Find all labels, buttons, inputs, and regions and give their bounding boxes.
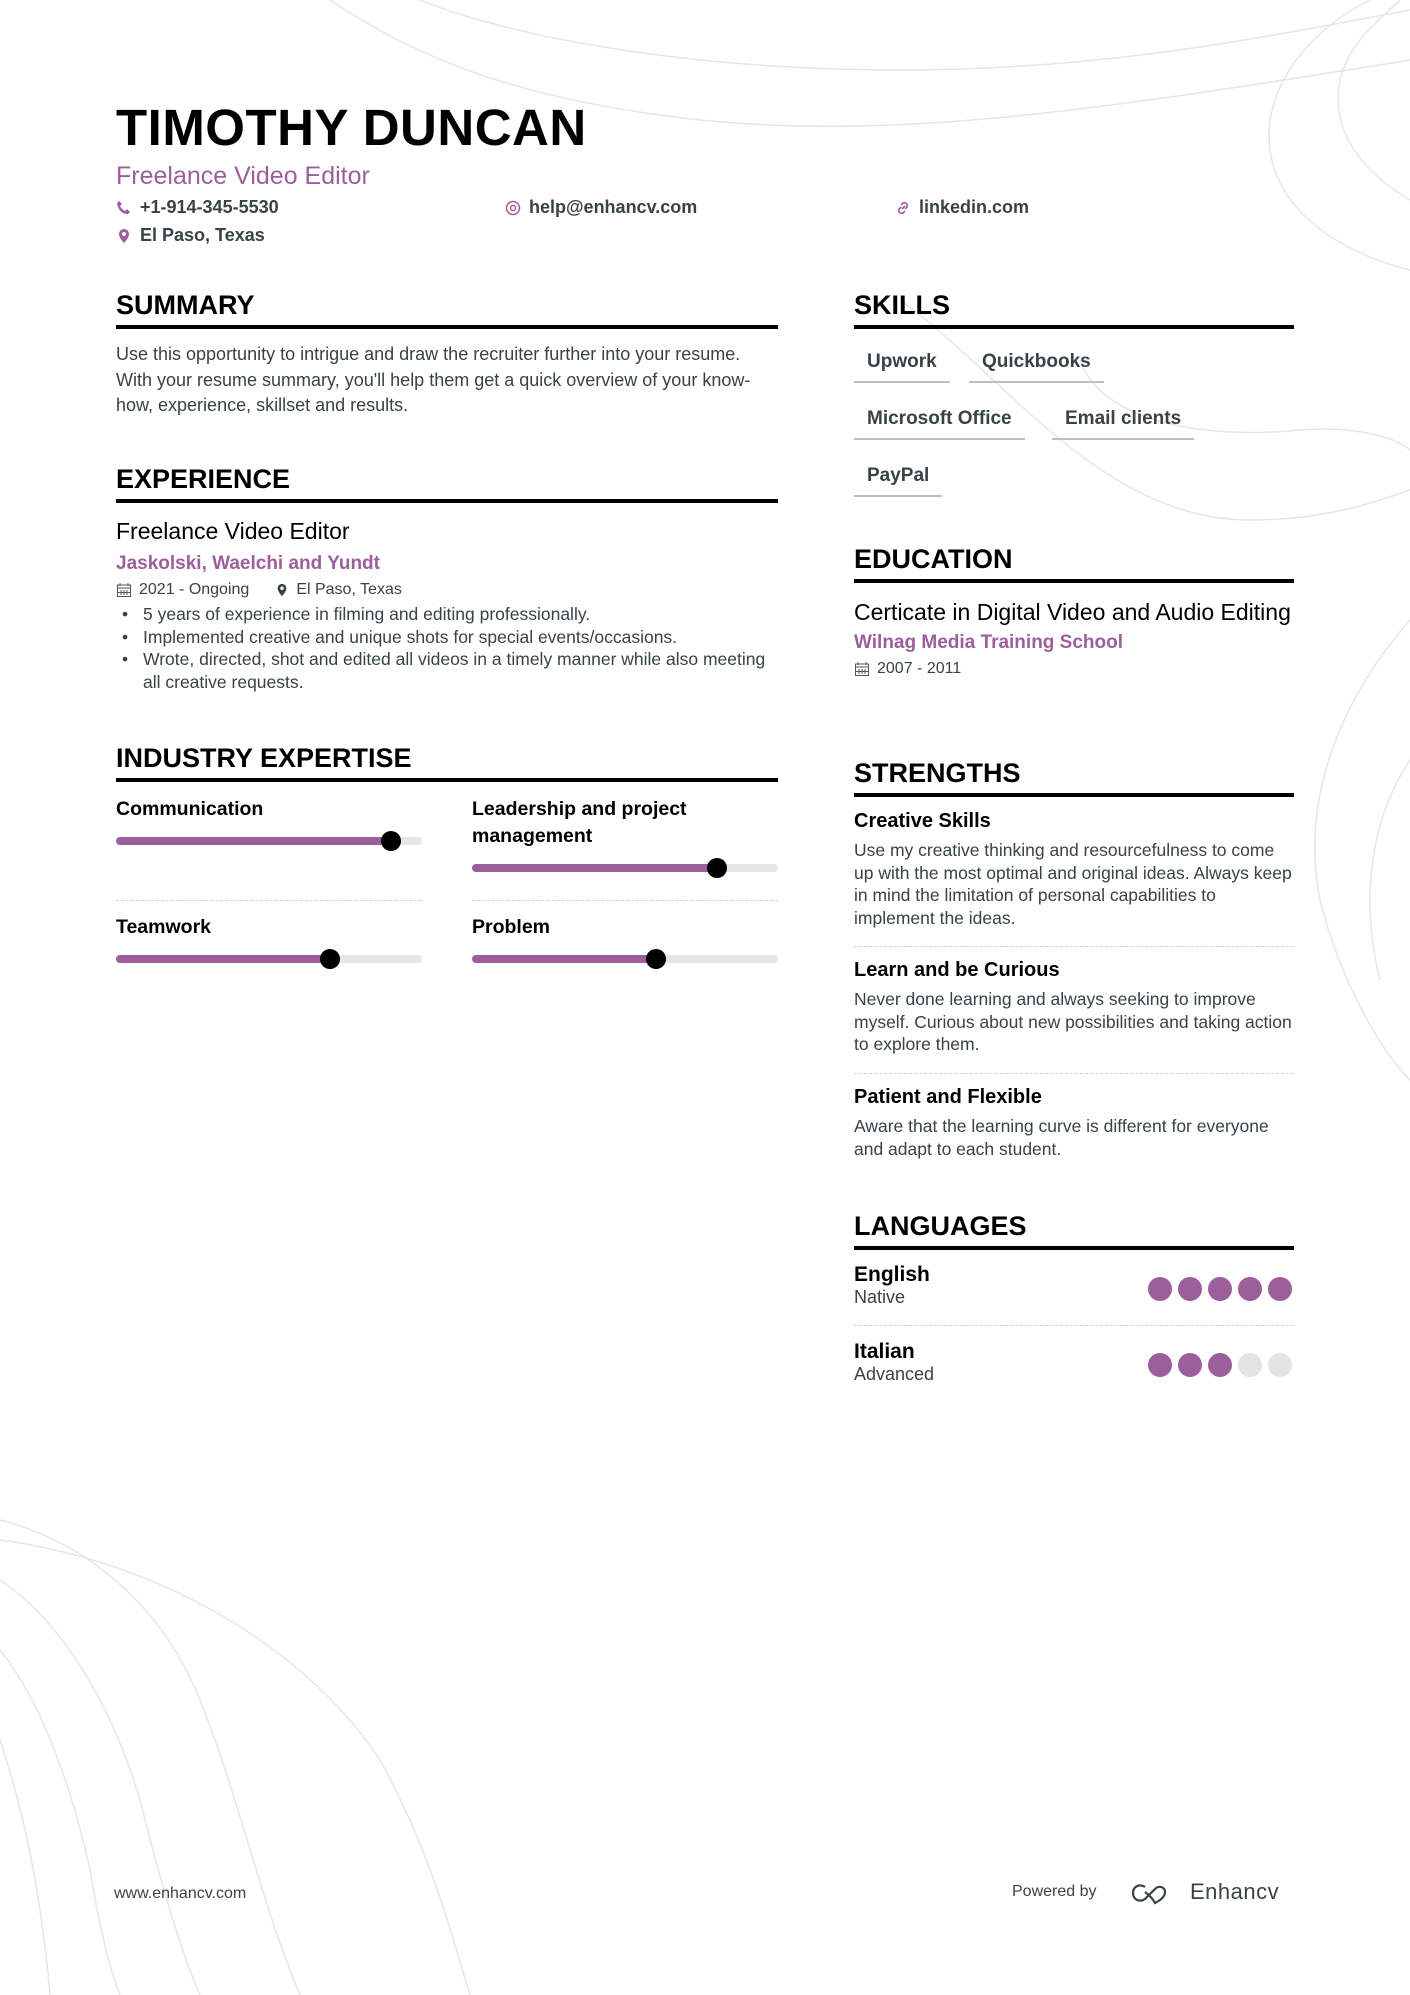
languages-heading: LANGUAGES (854, 1211, 1294, 1250)
candidate-title: Freelance Video Editor (116, 162, 370, 190)
language-level: Native (854, 1287, 906, 1307)
location-pin-icon (275, 582, 289, 598)
phone-text: +1-914-345-5530 (140, 197, 279, 217)
skill-tag: Email clients (1052, 408, 1194, 440)
bullet: • Wrote, directed, shot and edited all videos in a timely manner while also meeting all creative requests. (116, 648, 778, 693)
rating-dot-filled (1178, 1277, 1202, 1301)
location (116, 225, 265, 246)
experience-heading: EXPERIENCE (116, 464, 778, 503)
expertise-label: Problem (472, 916, 551, 938)
language-item (854, 1340, 1294, 1385)
strength-desc: Use my creative thinking and resourcefulness to come up with the most optimal and original ideas. Always keep in mind the limitation of personal capabilities to implement the ideas. (854, 840, 1292, 928)
job-location: El Paso, Texas (296, 581, 402, 598)
strength-item (854, 1086, 1294, 1160)
skill-tag: Microsoft Office (854, 408, 1025, 440)
skills-heading: SKILLS (854, 290, 1294, 329)
calendar-icon (854, 661, 870, 677)
divider (854, 1325, 1294, 1326)
rating-dot-filled (1178, 1353, 1202, 1377)
footer-website[interactable]: www.enhancv.com (114, 1885, 247, 1902)
strength-title: Learn and be Curious (854, 959, 1060, 981)
strength-desc: Aware that the learning curve is different for everyone and adapt to each student. (854, 1116, 1269, 1159)
strengths-heading: STRENGTHS (854, 758, 1294, 797)
language-name: Italian (854, 1340, 915, 1363)
job-dates: 2021 - Ongoing (139, 581, 250, 598)
email-text: help@enhancv.com (529, 197, 698, 217)
strength-item (854, 810, 1294, 929)
education-item (854, 598, 1294, 678)
enhancv-logo-icon (1131, 1881, 1179, 1905)
strength-item (854, 959, 1294, 1056)
rating-dot-filled (1238, 1277, 1262, 1301)
at-icon (505, 200, 521, 216)
summary-text: Use this opportunity to intrigue and draw the recruiter further into your resume. With your resume summary, you'll help them get a quick overview of your know-how, experience, skillset and results. (116, 344, 751, 415)
education-heading: EDUCATION (854, 544, 1294, 583)
skill-tag: PayPal (854, 465, 942, 497)
rating-dot-filled (1268, 1277, 1292, 1301)
divider (116, 900, 422, 901)
expertise-heading: INDUSTRY EXPERTISE (116, 743, 778, 782)
job-bullets (116, 603, 778, 693)
expertise-label: Communication (116, 798, 264, 820)
school: Wilnag Media Training School (854, 632, 1124, 653)
calendar-icon (116, 582, 132, 598)
skill-tag: Quickbooks (969, 351, 1104, 383)
expertise-bar (472, 864, 778, 872)
strength-title: Creative Skills (854, 810, 991, 832)
expertise-label: Teamwork (116, 916, 212, 938)
strength-title: Patient and Flexible (854, 1086, 1042, 1108)
summary-heading: SUMMARY (116, 290, 778, 329)
link-text: linkedin.com (919, 197, 1030, 217)
expertise-bar (116, 955, 422, 963)
expertise-item (116, 914, 422, 963)
footer-powered-by: Powered by (1012, 1883, 1097, 1900)
expertise-label: Leadership and project management (472, 798, 687, 847)
divider (854, 946, 1294, 947)
candidate-name: TIMOTHY DUNCAN (116, 99, 587, 156)
link-icon (895, 200, 911, 216)
bar-knob (707, 858, 727, 878)
divider (472, 900, 778, 901)
phone (116, 197, 279, 218)
rating-dot-filled (1148, 1277, 1172, 1301)
rating-dot-filled (1208, 1277, 1232, 1301)
degree: Certicate in Digital Video and Audio Editing (854, 599, 1291, 625)
footer-brand: Enhancv (1190, 1879, 1280, 1904)
rating-dot-filled (1148, 1353, 1172, 1377)
divider (854, 1073, 1294, 1074)
bar-knob (646, 949, 666, 969)
rating-dot-empty (1238, 1353, 1262, 1377)
expertise-item (116, 796, 422, 845)
expertise-item (472, 914, 778, 963)
job-title: Freelance Video Editor (116, 518, 350, 544)
rating-dot-filled (1208, 1353, 1232, 1377)
language-name: English (854, 1263, 930, 1286)
skill-tag: Upwork (854, 351, 950, 383)
language-rating (1148, 1277, 1292, 1301)
experience-item (116, 518, 778, 693)
expertise-item (472, 796, 778, 872)
bullet: • Implemented creative and unique shots for special events/occasions. (116, 626, 778, 649)
phone-icon (116, 200, 132, 216)
company-name: Jaskolski, Waelchi and Yundt (116, 553, 380, 574)
language-item (854, 1263, 1294, 1308)
expertise-bar (116, 837, 422, 845)
strength-desc: Never done learning and always seeking to improve myself. Curious about new possibilities and taking action to explore them. (854, 989, 1292, 1054)
email[interactable] (505, 197, 697, 218)
language-level: Advanced (854, 1364, 935, 1384)
expertise-bar (472, 955, 778, 963)
education-dates: 2007 - 2011 (877, 660, 962, 677)
link[interactable] (895, 197, 1029, 218)
location-pin-icon (116, 228, 132, 244)
language-rating (1148, 1353, 1292, 1377)
location-text: El Paso, Texas (140, 225, 265, 245)
rating-dot-empty (1268, 1353, 1292, 1377)
bullet: • 5 years of experience in filming and editing professionally. (116, 603, 778, 626)
